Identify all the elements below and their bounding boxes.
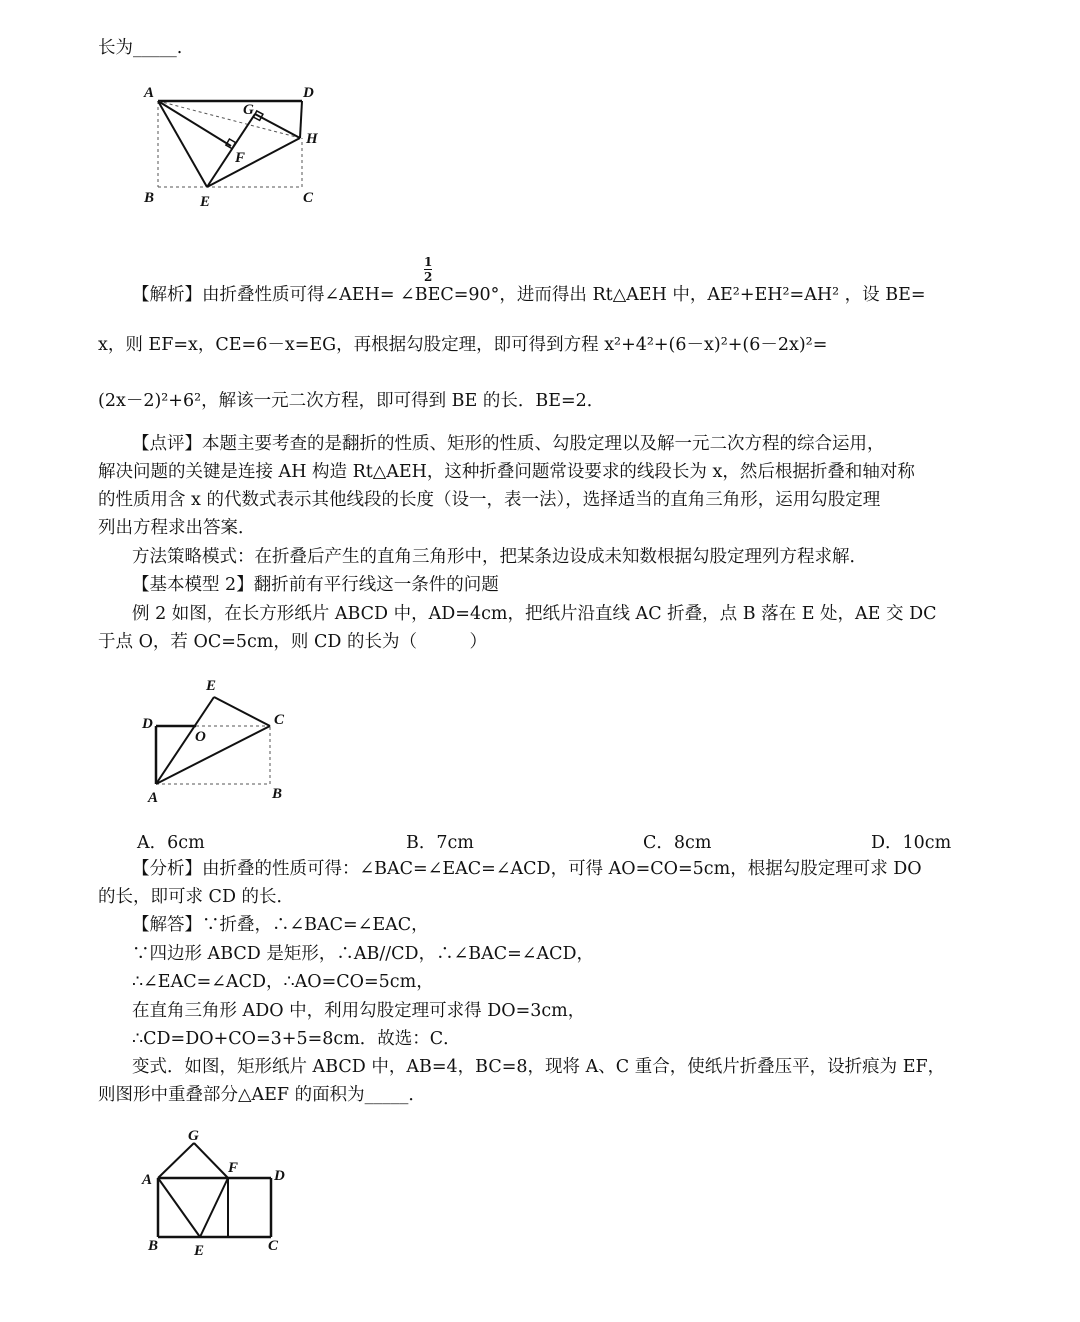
fraction-one-half bbox=[424, 256, 432, 283]
text-line-18: ∴CD=DO+CO=3+5=8cm．故选：C． bbox=[132, 1029, 461, 1049]
figure-2-folded-rectangle bbox=[138, 672, 298, 807]
text-line-19: 变式．如图，矩形纸片 ABCD 中，AB=4，BC=8，现将 A、C 重合，使纸片折叠压平，设折痕为 EF， bbox=[132, 1057, 946, 1077]
text-line-3: (2x－2)²+6²，解该一元二次方程，即可得到 BE 的长．BE=2． bbox=[98, 391, 605, 411]
fig3-label-b: B bbox=[148, 1238, 159, 1254]
text-line-15: ∵四边形 ABCD 是矩形，∴AB//CD，∴∠BAC=∠ACD， bbox=[132, 944, 595, 964]
text-line-0: 长为_____. bbox=[98, 38, 183, 58]
text-line-6: 的性质用含 x 的代数式表示其他线段的长度（设一，表一法），选择适当的直角三角形，运用勾股定理 bbox=[98, 490, 881, 510]
fig2-label-c: C bbox=[274, 712, 285, 728]
figure-1-folded-rectangle bbox=[130, 78, 330, 213]
text-line-5: 解决问题的关键是连接 AH 构造 Rt△AEH，这种折叠问题常设要求的线段长为 x，然后根据折叠和轴对称 bbox=[98, 462, 915, 482]
text-line-8: 方法策略模式：在折叠后产生的直角三角形中，把某条边设成未知数根据勾股定理列方程求解． bbox=[132, 547, 867, 567]
fig2-label-e: E bbox=[206, 678, 217, 694]
text-line-13: 的长，即可求 CD 的长． bbox=[98, 887, 295, 907]
option-d: D．10cm bbox=[871, 833, 952, 853]
text-line-17: 在直角三角形 ADO 中，利用勾股定理可求得 DO=3cm， bbox=[132, 1001, 586, 1021]
option-a: A．6cm bbox=[137, 833, 205, 853]
option-b: B．7cm bbox=[406, 833, 474, 853]
fig2-label-d: D bbox=[142, 716, 153, 732]
text-line-14: 【解答】∵折叠，∴∠BAC=∠EAC， bbox=[132, 915, 429, 935]
text-line-16: ∴∠EAC=∠ACD，∴AO=CO=5cm， bbox=[132, 972, 434, 992]
figure-3-folded-rectangle bbox=[136, 1122, 296, 1262]
fig3-label-g: G bbox=[188, 1128, 199, 1144]
text-line-1: 【解析】由折叠性质可得∠AEH= ∠BEC=90°，进而得出 Rt△AEH 中，AE²+EH²=AH² ，设 BE= bbox=[132, 285, 926, 305]
fig1-label-a: A bbox=[144, 85, 155, 101]
text-line-20: 则图形中重叠部分△AEF 的面积为_____． bbox=[98, 1085, 426, 1105]
text-line-11: 于点 O，若 OC=5cm，则 CD 的长为（ ） bbox=[98, 632, 487, 652]
fig1-label-b: B bbox=[144, 190, 155, 206]
fig3-label-e: E bbox=[194, 1243, 205, 1259]
text-line-12: 【分析】由折叠的性质可得：∠BAC=∠EAC=∠ACD，可得 AO=CO=5cm，根据勾股定理可求 DO bbox=[132, 859, 922, 879]
fig1-label-f: F bbox=[235, 150, 246, 166]
fig3-label-f: F bbox=[228, 1160, 239, 1176]
fig1-label-e: E bbox=[200, 194, 211, 210]
text-line-7: 列出方程求出答案． bbox=[98, 518, 256, 538]
text-line-2: x，则 EF=x，CE=6－x=EG，再根据勾股定理，即可得到方程 x²+4²+(6－x)²+(6－2x)²= bbox=[98, 335, 828, 355]
fraction-denominator: 2 bbox=[424, 270, 433, 284]
option-c: C．8cm bbox=[643, 833, 712, 853]
fig2-label-a: A bbox=[148, 790, 159, 806]
fraction-numerator: 1 bbox=[424, 255, 433, 269]
fig1-label-h: H bbox=[306, 131, 318, 147]
fig2-label-o: O bbox=[195, 729, 206, 745]
fig2-label-b: B bbox=[272, 786, 283, 802]
fig1-label-d: D bbox=[303, 85, 314, 101]
fig1-label-c: C bbox=[303, 190, 314, 206]
text-line-9: 【基本模型 2】翻折前有平行线这一条件的问题 bbox=[132, 575, 499, 595]
fig3-label-c: C bbox=[268, 1238, 279, 1254]
text-line-10: 例 2 如图，在长方形纸片 ABCD 中，AD=4cm，把纸片沿直线 AC 折叠，点 B 落在 E 处，AE 交 DC bbox=[132, 604, 937, 624]
fig3-label-d: D bbox=[274, 1168, 285, 1184]
fig1-label-g: G bbox=[243, 102, 254, 118]
text-line-4: 【点评】本题主要考查的是翻折的性质、矩形的性质、勾股定理以及解一元二次方程的综合运用， bbox=[132, 434, 885, 454]
fig3-label-a: A bbox=[142, 1172, 153, 1188]
